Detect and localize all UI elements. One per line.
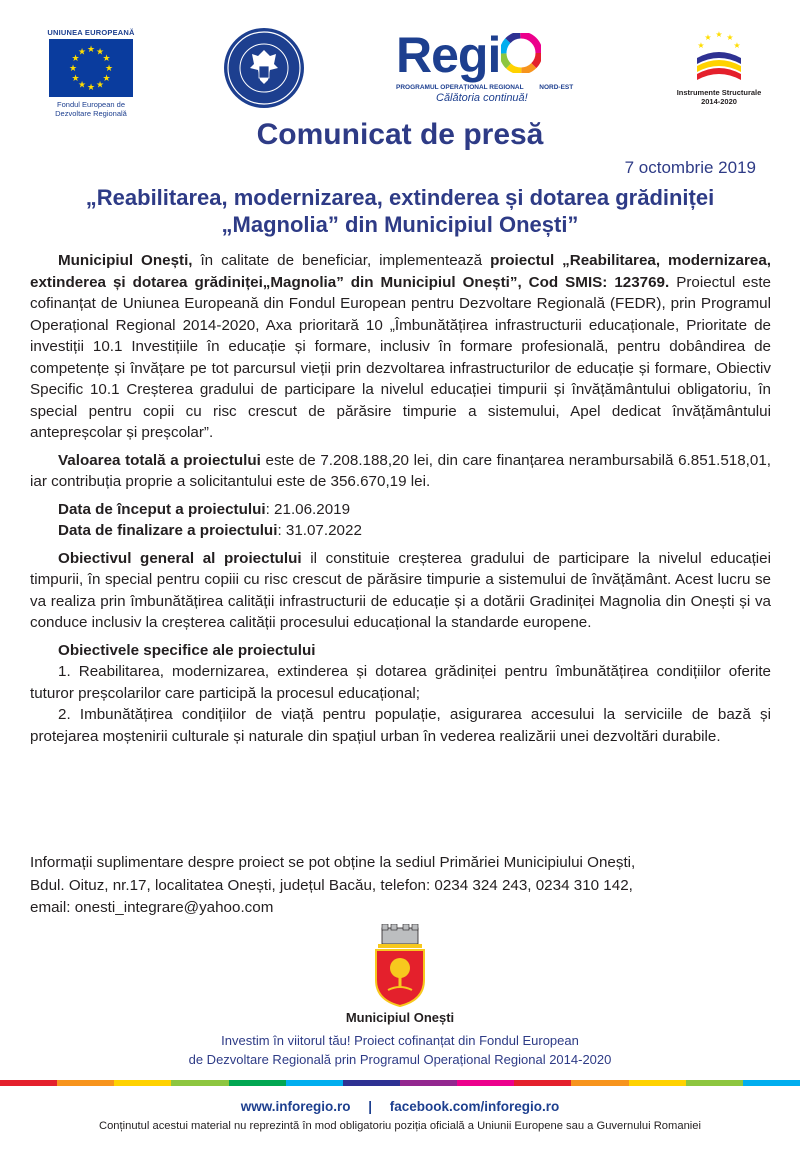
eu-caption-line-2: Dezvoltare Regională	[55, 109, 127, 118]
funding-statement-line-1: Investim în viitorul tău! Proiect cofinanțat din Fondul European	[221, 1033, 579, 1048]
project-identification: proiectul „Reabilitarea, modernizarea, extinderea și dotarea grădiniței„Magnolia” din Municipiul Onești”, Cod SMIS: 123769.	[30, 252, 771, 291]
svg-text:★: ★	[71, 54, 80, 64]
rainbow-segment	[400, 1080, 457, 1086]
value-text: este de 7.208.188,20 lei, din care finanțarea nerambursabilă 6.851.518,01, iar contribuția proprie a solicitantului este de 356.670,19 lei.	[30, 451, 771, 490]
rainbow-segment	[57, 1080, 114, 1086]
structural-instruments-logo	[664, 28, 774, 120]
is-label-line-2: 2014-2020	[701, 97, 737, 106]
svg-text:★: ★	[86, 83, 96, 93]
contact-line-1: Informații suplimentare despre proiect se pot obține la sediul Primăriei Municipiului Onești,	[30, 854, 636, 871]
start-date-label: Data de început a proiectului	[58, 500, 266, 518]
rainbow-segment	[743, 1080, 800, 1086]
svg-text:★: ★	[104, 64, 114, 74]
value-label: Valoarea totală a proiectului	[58, 451, 261, 469]
rainbow-segment	[514, 1080, 571, 1086]
general-objective-paragraph	[30, 548, 771, 634]
svg-text:★: ★	[697, 41, 705, 50]
link-separator: |	[368, 1099, 372, 1114]
project-title-line-1: „Reabilitarea, modernizarea, extinderea și dotarea grădiniței	[85, 185, 715, 210]
rainbow-segment	[686, 1080, 743, 1086]
rainbow-segment	[571, 1080, 628, 1086]
general-objective-label: Obiectivul general al proiectului	[58, 549, 302, 567]
svg-text:★: ★	[715, 30, 723, 39]
rainbow-segment	[171, 1080, 228, 1086]
regio-wheel-icon	[501, 33, 541, 78]
end-date-value: : 31.07.2022	[277, 522, 362, 539]
intro-text-1: în calitate de beneficiar, implementează	[192, 252, 491, 269]
body-text	[30, 250, 771, 747]
website-link[interactable]: www.inforegio.ro	[240, 1099, 351, 1114]
specific-objectives-heading	[30, 640, 771, 662]
svg-text:★: ★	[704, 33, 712, 42]
eu-caption-line-1: Fondul European de	[57, 100, 125, 109]
svg-text:★: ★	[726, 33, 734, 42]
rainbow-segment	[0, 1080, 57, 1086]
press-release-date: 7 octombrie 2019	[624, 158, 756, 177]
svg-text:★: ★	[95, 47, 105, 58]
svg-text:★: ★	[77, 80, 87, 91]
eu-logo-caption	[46, 100, 136, 118]
rainbow-segment	[457, 1080, 514, 1086]
funding-statement	[0, 1031, 800, 1069]
rainbow-segment	[114, 1080, 171, 1086]
specific-objective-item: 2. Imbunătățirea condițiilor de viață pentru populație, asigurarea accesului la serviciile de bază și protejarea moștenirii culturale și naturale din spațiul urban în vederea realizării unei dezvoltări durabile.	[30, 706, 771, 745]
funding-statement-line-2: de Dezvoltare Regională prin Programul Operațional Regional 2014-2020	[188, 1052, 612, 1067]
svg-text:★: ★	[71, 74, 80, 84]
svg-text:★: ★	[102, 74, 111, 84]
regio-wordmark: Regi	[396, 27, 501, 83]
web-links	[0, 1099, 800, 1114]
svg-text:★: ★	[68, 64, 78, 74]
svg-text:★: ★	[733, 41, 741, 50]
svg-text:★: ★	[95, 80, 105, 91]
eu-flag-icon	[49, 39, 133, 97]
structural-instruments-label	[664, 88, 774, 106]
intro-paragraph	[30, 250, 771, 444]
logo-bar	[0, 22, 800, 118]
regio-region-label: NORD-EST	[539, 84, 574, 91]
rainbow-segment	[629, 1080, 686, 1086]
svg-text:★: ★	[102, 54, 111, 64]
svg-text:★: ★	[77, 47, 87, 58]
facebook-link[interactable]: facebook.com/inforegio.ro	[389, 1099, 560, 1114]
general-objective-text: il constituie creșterea gradului de participare la nivelul educației timpurii, în special pentru copiii cu risc crescut de părăsire timpurie a sistemului de învățământ. Acest lucru se va realiza prin îmbunătățirea calității infrastructurii de educație și a dotării Gradiniței Magnolia din Onești și va conduce inclusiv la creșterea calității procesului educațional la standarde europene.	[30, 549, 771, 631]
svg-text:★: ★	[86, 45, 96, 55]
government-seal-icon	[222, 26, 306, 110]
start-date-line	[30, 499, 771, 521]
rainbow-divider	[0, 1080, 800, 1086]
end-date-line	[30, 520, 771, 542]
contact-info	[30, 852, 775, 920]
contact-line-2: Bdul. Oituz, nr.17, localitatea Onești, județul Bacău, telefon: 0234 324 243, 0234 310 142,	[30, 876, 633, 894]
regio-slogan: Călătoria continuă!	[436, 92, 528, 104]
start-date-value: : 21.06.2019	[265, 500, 351, 518]
specific-objective-item: 1. Reabilitarea, modernizarea, extinderea și dotarea grădiniței pentru îmbunătățirea condițiilor oferite tuturor preșcolarilor care participă la procesul educațional;	[30, 663, 771, 702]
end-date-label: Data de finalizare a proiectului	[58, 522, 278, 539]
rainbow-segment	[286, 1080, 343, 1086]
rainbow-segment	[343, 1080, 400, 1086]
intro-text-2: Proiectul este cofinanțat de Uniunea Europeană din Fondul European pentru Dezvoltare Regională (FEDR), prin Programul Operațional Regional 2014-2020, Axa prioritară 10 „Îmbunătățirea infrastructurii educaționale, Prioritate de investiții 10.1 Investițiile în educație și formare, inclusiv în formare profesională, pentru dobândirea de competențe și învățare pe tot parcursul vieții prin dezvoltarea infrastructurilor de educație și formare, Obiectiv Specific 10.1 Creșterea gradului de participare la nivelul educației timpurii și învățământului obligatoriu, în special pentru copii cu risc crescut de părăsire timpurie a sistemului, Apel dedicat învățământului antepreșcolar și preșcolar”.	[30, 273, 771, 441]
rainbow-segment	[229, 1080, 286, 1086]
regio-logo	[396, 27, 574, 116]
contact-email: email: onesti_integrare@yahoo.com	[30, 899, 274, 916]
regio-subtitle	[396, 84, 574, 91]
is-label-line-1: Instrumente Structurale	[676, 88, 762, 97]
specific-objectives-heading-text: Obiectivele specifice ale proiectului	[58, 641, 316, 659]
eu-logo-title: UNIUNEA EUROPEANĂ	[47, 28, 135, 37]
project-title	[30, 184, 770, 238]
project-title-line-2: „Magnolia” din Municipiul Onești”	[221, 212, 579, 237]
regio-program-label: PROGRAMUL OPERAȚIONAL REGIONAL	[396, 84, 524, 91]
value-paragraph	[30, 450, 771, 493]
eu-logo	[46, 28, 136, 118]
disclaimer: Conținutul acestui material nu reprezintă în mod obligatoriu poziția oficială a Uniunii Europene sau a Guvernului Romaniei	[99, 1120, 701, 1132]
beneficiary-name: Municipiul Onești,	[58, 252, 193, 269]
onesti-coat-of-arms-icon	[370, 924, 430, 1008]
structural-instruments-icon	[689, 28, 749, 88]
municipality-name: Municipiul Onești	[345, 1010, 455, 1025]
page-title: Comunicat de presă	[256, 118, 544, 151]
